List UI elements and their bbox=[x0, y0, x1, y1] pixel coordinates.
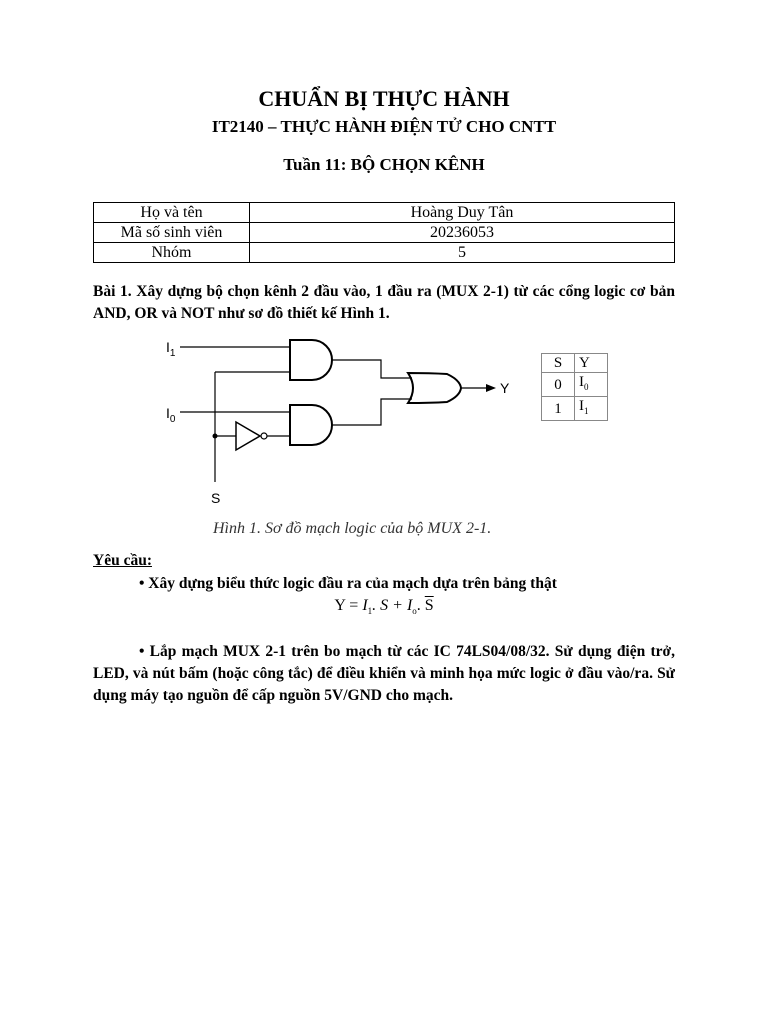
label-i1: $I_1$ bbox=[166, 339, 176, 359]
wire-and2-to-or bbox=[332, 399, 412, 425]
requirement-item-1: • Xây dựng biểu thức logic đầu ra của mạch dựa trên bảng thật bbox=[139, 575, 557, 592]
table-row bbox=[542, 397, 608, 421]
or-gate bbox=[408, 373, 461, 403]
table-row bbox=[542, 373, 608, 397]
wire-and1-to-or bbox=[332, 360, 412, 378]
week-title: Tuần 11: BỘ CHỌN KÊNH bbox=[283, 155, 485, 174]
requirements-label: Yêu cầu: bbox=[93, 552, 152, 569]
table-row bbox=[542, 354, 608, 373]
label-s: S bbox=[211, 490, 221, 506]
and-gate-1 bbox=[290, 340, 332, 380]
output-arrow-icon bbox=[486, 384, 496, 392]
document-title: CHUẨN BỊ THỰC HÀNH bbox=[258, 86, 510, 111]
student-info-table bbox=[93, 202, 675, 263]
info-value: 5 bbox=[250, 243, 675, 263]
mux-circuit-diagram bbox=[150, 330, 530, 520]
truth-header-y: Y bbox=[575, 354, 608, 373]
info-label: Mã số sinh viên bbox=[94, 223, 250, 243]
info-label: Họ và tên bbox=[94, 203, 250, 223]
exercise-1-text: Bài 1. Xây dựng bộ chọn kênh 2 đầu vào, 1 đầu ra (MUX 2-1) từ các cổng logic cơ bản AND, OR và NOT như sơ đồ thiết kế Hình 1. bbox=[93, 283, 675, 322]
truth-header-s: S bbox=[542, 354, 575, 373]
table-row bbox=[94, 243, 675, 263]
requirement-item-2: • Lắp mạch MUX 2-1 trên bo mạch từ các IC 74LS04/08/32. Sử dụng điện trở, LED, và nút bấm (hoặc công tắc) để điều khiển và minh họa mức logic ở đầu vào/ra. Sử dụng máy tạo nguồn để cấp nguồn 5V/GND cho mạch. bbox=[93, 643, 675, 704]
table-row bbox=[94, 203, 675, 223]
course-title: IT2140 – THỰC HÀNH ĐIỆN TỬ CHO CNTT bbox=[211, 117, 557, 136]
truth-cell-s: 1 bbox=[542, 397, 575, 421]
info-value: Hoàng Duy Tân bbox=[250, 203, 675, 223]
figure-caption: Hình 1. Sơ đồ mạch logic của bộ MUX 2-1. bbox=[213, 520, 492, 537]
table-row bbox=[94, 223, 675, 243]
logic-formula: $Y = I_1$. $S + I_o$. $\overline{S}$ bbox=[334, 597, 434, 617]
label-y: Y bbox=[500, 380, 510, 396]
truth-cell-y: $I_1$ bbox=[575, 397, 608, 421]
truth-cell-y: $I_0$ bbox=[575, 373, 608, 397]
not-gate bbox=[236, 422, 260, 450]
info-label: Nhóm bbox=[94, 243, 250, 263]
truth-table bbox=[541, 353, 608, 421]
info-value: 20236053 bbox=[250, 223, 675, 243]
s-bar: $\overline{S}$ bbox=[424, 597, 434, 614]
label-i0: $I_0$ bbox=[166, 405, 176, 425]
junction-dot bbox=[213, 434, 218, 439]
truth-cell-s: 0 bbox=[542, 373, 575, 397]
not-bubble bbox=[261, 433, 267, 439]
and-gate-2 bbox=[290, 405, 332, 445]
